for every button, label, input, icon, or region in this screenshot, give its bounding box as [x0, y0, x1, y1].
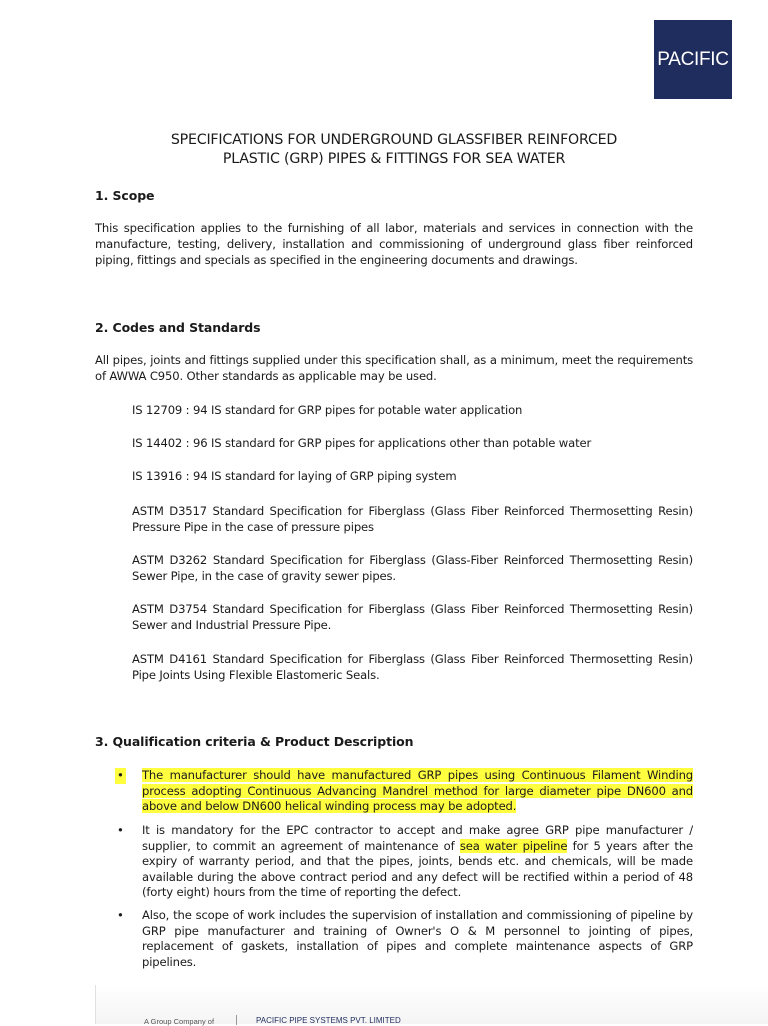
- logo-text: PACIFIC: [657, 48, 729, 70]
- bullet-text: [142, 768, 693, 815]
- bullet-marker: •: [117, 908, 124, 922]
- title-line-2: PLASTIC (GRP) PIPES & FITTINGS FOR SEA WATER: [222, 151, 566, 167]
- company-logo: [654, 20, 732, 99]
- standard-item: ASTM D4161 Standard Specification for Fiberglass (Glass Fiber Reinforced Thermosetting Resin) Pipe Joints Using Flexible Elastomeric Seals.: [132, 652, 693, 682]
- highlighted-phrase: sea water pipeline: [459, 838, 568, 853]
- bullet-marker: •: [117, 768, 124, 782]
- codes-paragraph: All pipes, joints and fittings supplied under this specification shall, as a minimum, meet the requirements of AWWA C950. Other standards as applicable may be used.: [95, 353, 693, 383]
- standard-item: IS 12709 : 94 IS standard for GRP pipes for potable water application: [132, 403, 523, 417]
- standard-item: ASTM D3262 Standard Specification for Fiberglass (Glass-Fiber Reinforced Thermosetting Resin) Sewer Pipe, in the case of gravity sewer pipes.: [132, 553, 693, 583]
- bullet-text-before: It is mandatory for the EPC contractor to accept and make agree GRP pipe manufacturer / supplier, to commit an agreement of maintenance of: [142, 823, 693, 853]
- document-title: [95, 131, 693, 169]
- standard-item: IS 14402 : 96 IS standard for GRP pipes for applications other than potable water: [132, 436, 592, 450]
- footer-group-label: A Group Company of: [144, 1017, 215, 1026]
- section-heading-codes: 2. Codes and Standards: [95, 320, 261, 335]
- standard-item: ASTM D3517 Standard Specification for Fiberglass (Glass Fiber Reinforced Thermosetting Resin) Pressure Pipe in the case of pressure pipes: [132, 504, 693, 534]
- bullet-text: Also, the scope of work includes the supervision of installation and commissioning of pipeline by GRP pipe manufacturer and training of Owner's O & M personnel to jointing of pipes, replacement of gaskets, installation of pipes and complete maintenance aspects of GRP pipelines.: [142, 908, 693, 969]
- bullet-text-after: for 5 years after the expiry of warranty period, and that the pipes, joints, bends etc. and chemicals, will be made available during the above contract period and any defect will be rectified within a period of 48 (forty eight) hours from the time of reporting the defect.: [142, 838, 693, 900]
- bullet-marker: •: [117, 823, 124, 837]
- standard-item: ASTM D3754 Standard Specification for Fiberglass (Glass Fiber Reinforced Thermosetting Resin) Sewer and Industrial Pressure Pipe.: [132, 602, 693, 632]
- scope-paragraph: This specification applies to the furnishing of all labor, materials and services in connection with the manufacture, testing, delivery, installation and commissioning of underground glass fiber reinforced piping, fittings and specials as specified in the engineering documents and drawings.: [95, 221, 693, 267]
- highlighted-text: The manufacturer should have manufactured GRP pipes using Continuous Filament Winding process adopting Continuous Advancing Mandrel method for large diameter pipe DN600 and above and below DN600 helical winding process may be adopted.: [142, 768, 693, 814]
- page-footer: [95, 985, 768, 1024]
- bullet-text: [142, 823, 693, 901]
- title-line-1: SPECIFICATIONS FOR UNDERGROUND GLASSFIBER REINFORCED: [170, 132, 618, 148]
- section-heading-qualification: 3. Qualification criteria & Product Description: [95, 734, 414, 749]
- standard-item: IS 13916 : 94 IS standard for laying of GRP piping system: [132, 469, 457, 483]
- section-heading-scope: 1. Scope: [95, 188, 155, 203]
- footer-company-name: PACIFIC PIPE SYSTEMS PVT. LIMITED: [256, 1016, 401, 1025]
